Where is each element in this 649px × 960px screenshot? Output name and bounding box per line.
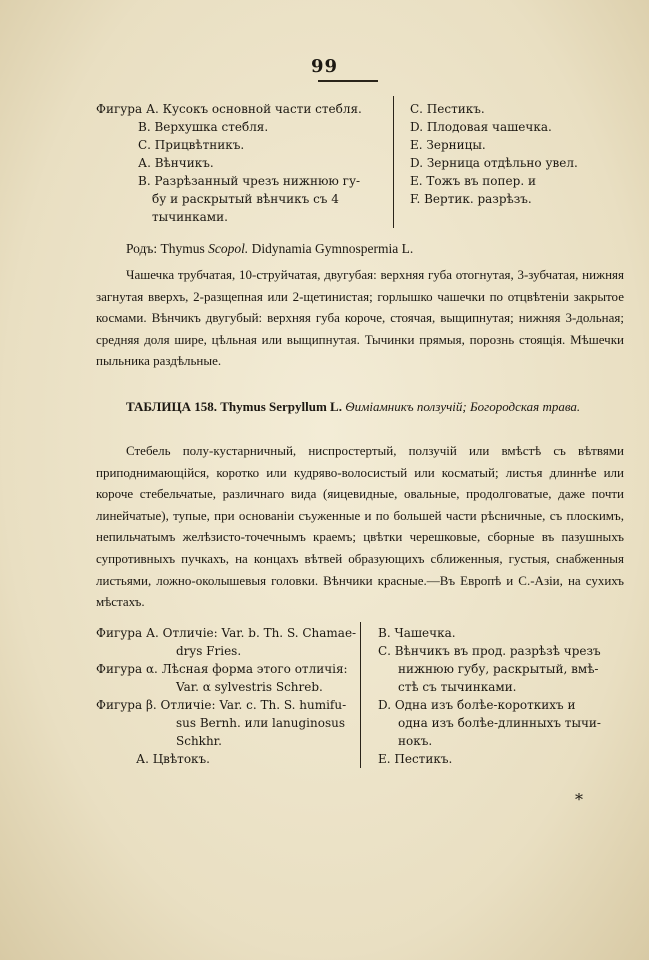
column-divider — [360, 622, 361, 768]
species-description — [96, 440, 624, 613]
fig-line: одна изъ болѣе-длинныхъ тычи- — [398, 716, 601, 730]
fig-line: В. Разрѣзанный чрезъ нижнюю гу- — [138, 174, 361, 188]
fig-line: А. Вѣнчикъ. — [138, 156, 214, 170]
fig-line: стѣ съ тычинками. — [398, 680, 517, 694]
table-label: ТАБЛИЦА 158. Thymus Serpyllum L. — [126, 399, 342, 414]
top-figures-left — [96, 100, 362, 226]
species-description-text: Стебель полу-кустарничный, ниспростертый, ползучій или вмѣстѣ съ вѣтвями приподнимающійся, коротко или кудряво-волосистый или косматый; листья длиннѣе или короче стебельчатые, различнаго вида (яицевидные, овальные, продолговатые, даже почти линейчатые), тупые, при основаніи съуженные и по большей части рѣсничные, съ плоскимъ, непильчатымъ желѣзисто-точечнымъ краемъ; цвѣтки черешковые, сборные въ пазушныхъ супротивныхъ пучкахъ, на концахъ вѣтвей образующихъ сближенныя, густыя, снабженныя листьями, ложно-околышевыя головки. Вѣнчики красные.—Въ Европѣ и С.-Азіи, на сухихъ мѣстахъ. — [96, 443, 624, 610]
genus-classification: Didynamia Gymnospermia L. — [251, 241, 414, 256]
genus-heading — [96, 238, 624, 260]
footer-asterisk: * — [575, 790, 583, 809]
fig-line: sus Bernh. или lanuginosus — [176, 716, 346, 730]
fig-line: D. Плодовая чашечка. — [410, 120, 552, 134]
fig-line: F. Вертик. разрѣзъ. — [410, 192, 532, 206]
genus-author: Scopol. — [208, 241, 249, 256]
fig-line: В. Чашечка. — [378, 626, 456, 640]
fig-line: Е. Зерницы. — [410, 138, 486, 152]
fig-line: Е. Тожъ въ попер. и — [410, 174, 536, 188]
fig-line: Фигура А. Кусокъ основной части стебля. — [96, 102, 362, 116]
fig-line: С. Вѣнчикъ въ прод. разрѣзѣ чрезъ — [378, 644, 601, 658]
fig-line: Фигура β. Отличіе: Var. c. Th. S. humifu- — [96, 698, 347, 712]
fig-line: Var. α sylvestris Schreb. — [176, 680, 323, 694]
fig-line: тычинками. — [152, 210, 228, 224]
fig-line: бу и раскрытый вѣнчикъ съ 4 — [152, 192, 339, 206]
fig-line: С. Прицвѣтникъ. — [138, 138, 245, 152]
genus-description-text: Чашечка трубчатая, 10-струйчатая, двугубая: верхняя губа отогнутая, 3-зубчатая, нижняя загнутая вверхъ, 2-разщепная или 2-щетинистая; горлышко чашечки по отцвѣтеніи закрытое космами. Вѣнчикъ двугубый: верхняя губа короче, стоячая, выщипнутая; нижняя 3-дольная; средняя доля шире, цѣльная или выщипнутая. Тычинки прямыя, порознь стоящія. Мѣшечки пыльника раздѣльные. — [96, 267, 624, 369]
fig-line: С. Пестикъ. — [410, 102, 485, 116]
genus-prefix: Родъ: Thymus — [126, 241, 205, 256]
fig-line: нижнюю губу, раскрытый, вмѣ- — [398, 662, 599, 676]
column-divider — [393, 96, 394, 228]
fig-line: Фигура α. Лѣсная форма этого отличія: — [96, 662, 348, 676]
page-number-rule — [318, 80, 378, 82]
page-number: 99 — [310, 56, 339, 77]
fig-line: В. Верхушка стебля. — [138, 120, 269, 134]
fig-line: drys Fries. — [176, 644, 242, 658]
fig-line: Фигура А. Отличіе: Var. b. Th. S. Chamae- — [96, 626, 357, 640]
fig-line: Schkhr. — [176, 734, 222, 748]
genus-description — [96, 264, 624, 372]
fig-line: нокъ. — [398, 734, 433, 748]
bottom-figures-left — [96, 624, 356, 768]
fig-line: D. Зерница отдѣльно увел. — [410, 156, 578, 170]
table-russian-name: Ѳиміамникъ ползучій; Богородская трава. — [345, 399, 581, 414]
table-heading — [96, 396, 624, 418]
fig-line: Е. Пестикъ. — [378, 752, 453, 766]
fig-line: D. Одна изъ болѣе-короткихъ и — [378, 698, 576, 712]
bottom-figures-right — [378, 624, 601, 768]
fig-line: А. Цвѣтокъ. — [136, 752, 210, 766]
top-figures-right — [410, 100, 578, 208]
